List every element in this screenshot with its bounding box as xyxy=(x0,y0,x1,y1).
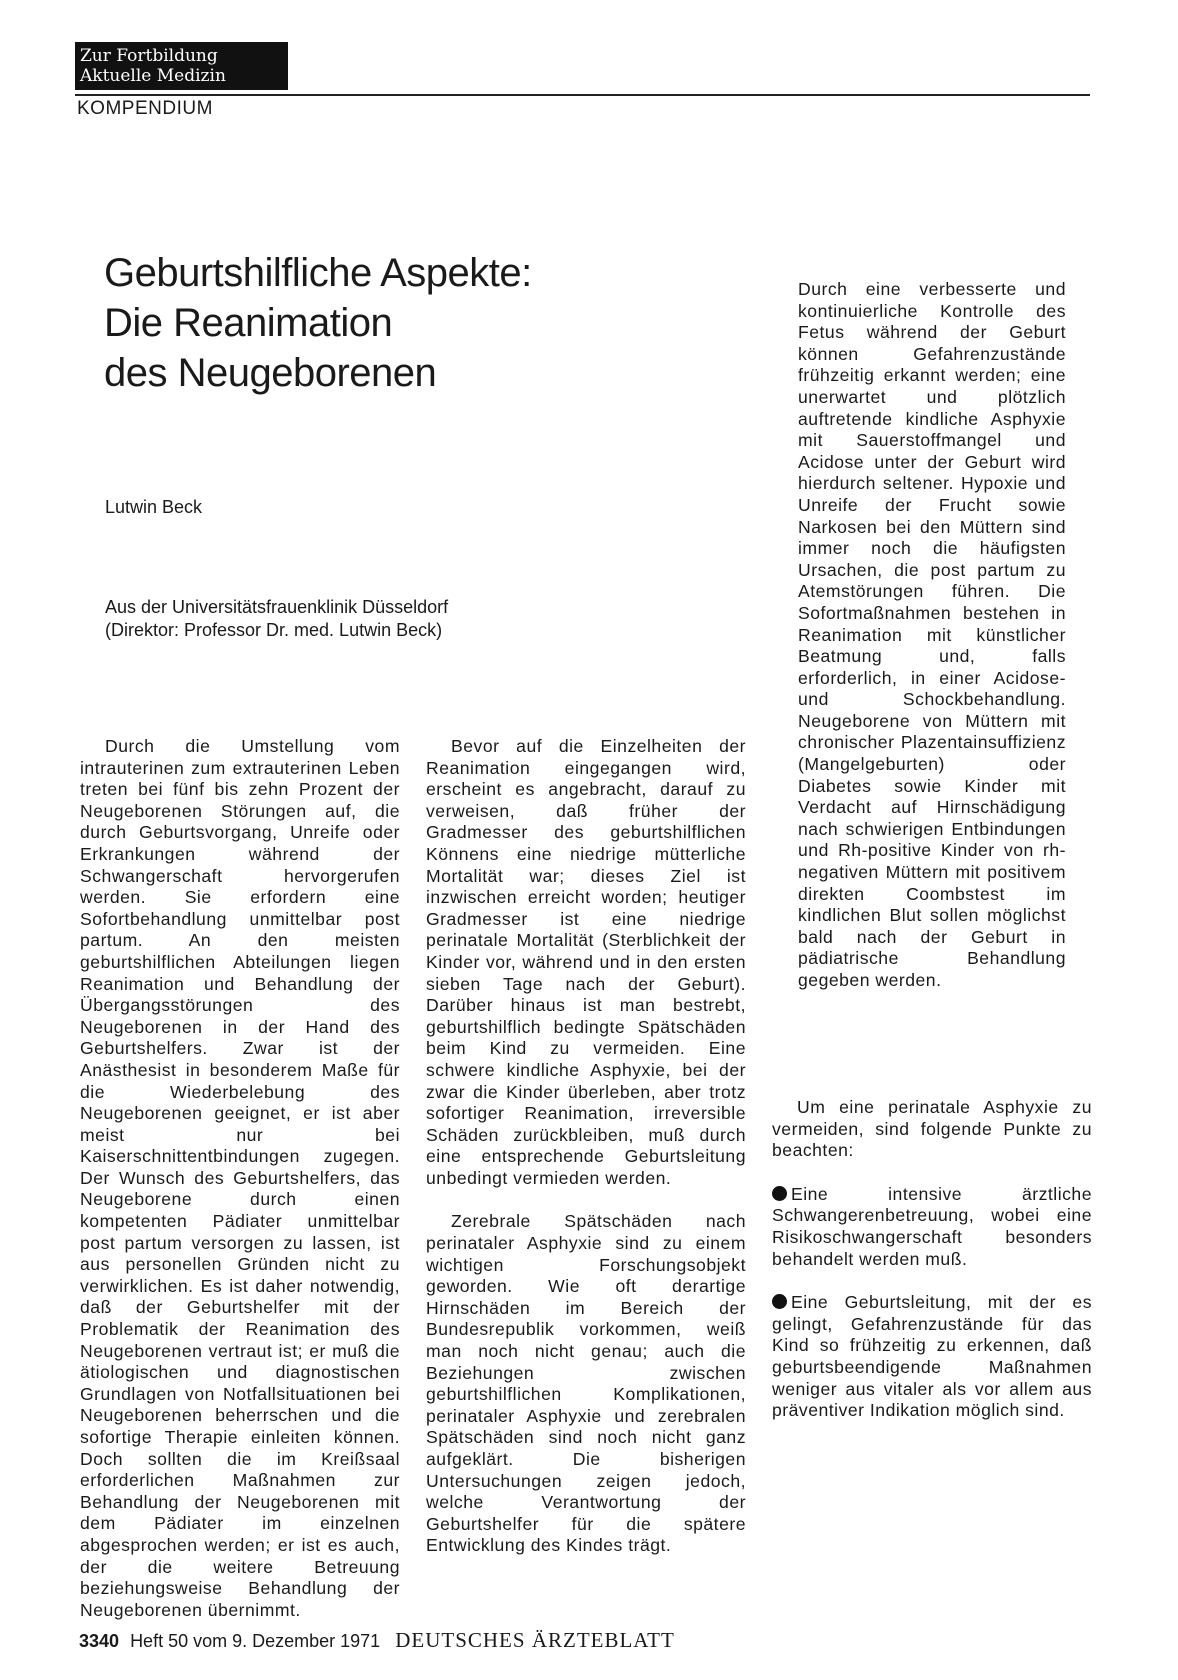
title-line-2: Die Reanimation xyxy=(104,301,393,345)
intro-summary xyxy=(798,279,1066,992)
title-line-3: des Neugeborenen xyxy=(104,351,437,395)
title-line-1: Geburtshilfliche Aspekte: xyxy=(104,251,532,295)
body-column-2 xyxy=(426,736,746,1557)
bullet-dot-icon xyxy=(772,1186,787,1201)
body-column-1 xyxy=(80,736,400,1621)
bullet-item-1 xyxy=(772,1184,1092,1270)
body-paragraph-3: Zerebrale Spätschäden nach perinataler Asphyxie sind zu einem wichtigen Forschungsobjekt geworden. Wie oft derartige Hirnschäden im Bereich der Bundesrepublik vorkommen, weiß man noch nicht genau; auch die Beziehungen zwischen geburtshilflichen Komplikationen, perinataler Asphyxie und zerebralen Spätschäden sind noch nicht ganz aufgeklärt. Die bisherigen Untersuchungen zeigen jedoch, welche Verantwortung der Geburtshelfer für die spätere Entwicklung des Kindes trägt. xyxy=(426,1211,746,1556)
intro-paragraph: Durch eine verbesserte und kontinuierliche Kontrolle des Fetus während der Geburt können Gefahrenzustände frühzeitig erkannt werden; eine unerwartet und plötzlich auftretende kindliche Asphyxie mit Sauerstoffmangel und Acidose unter der Geburt wird hierdurch seltener. Hypoxie und Unreife der Frucht sowie Narkosen bei den Müttern sind immer noch die häufigsten Ursachen, die post partum zu Atemstörungen führen. Die Sofortmaßnahmen bestehen in Reanimation mit künstlicher Beatmung und, falls erforderlich, in einer Acidose- und Schockbehandlung. Neugeborene von Müttern mit chronischer Plazentainsuffizienz (Mangelgeburten) oder Diabetes sowie Kinder mit Verdacht auf Hirnschädigung nach schwierigen Entbindungen und Rh-positive Kinder von rh-negativen Müttern mit positivem direkten Coombstest im kindlichen Blut sollen möglichst bald nach der Geburt in pädiatrische Behandlung gegeben werden. xyxy=(798,279,1066,990)
body-paragraph-1: Durch die Umstellung vom intrauterinen zum extrauterinen Leben treten bei fünf bis zehn Prozent der Neugeborenen Störungen auf, die durch Geburtsvorgang, Unreife oder Erkrankungen während der Schwangerschaft hervorgerufen werden. Sie erfordern eine Sofortbehandlung unmittelbar post partum. An den meisten geburtshilflichen Abteilungen liegen Reanimation und Behandlung der Übergangsstörungen des Neugeborenen in der Hand des Geburtshelfers. Zwar ist der Anästhesist in besonderem Maße für die Wiederbelebung des Neugeborenen geeignet, er ist aber meist nur bei Kaiserschnittentbindungen zugegen. Der Wunsch des Geburtshelfers, das Neugeborene durch einen kompetenten Pädiater unmittelbar post partum versorgen zu lassen, ist aus personellen Gründen nicht zu verwirklichen. Es ist daher notwendig, daß der Geburtshelfer mit der Problematik der Reanimation des Neugeborenen vertraut ist; er muß die ätiologischen und diagnostischen Grundlagen von Notfallsituationen bei Neugeborenen beherrschen und die sofortige Therapie einleiten können. Doch sollten die im Kreißsaal erforderlichen Maßnahmen zur Behandlung der Neugeborenen mit dem Pädiater im einzelnen abgesprochen werden; er ist es auch, der die weitere Betreuung beziehungsweise Behandlung der Neugeborenen übernimmt. xyxy=(80,736,400,1620)
bullet-text-1: Eine intensive ärztliche Schwangerenbetreuung, wobei eine Risikoschwangerschaft besonders behandelt werden muß. xyxy=(772,1183,1092,1269)
section-label: KOMPENDIUM xyxy=(77,98,213,119)
body-paragraph-2: Bevor auf die Einzelheiten der Reanimation eingegangen wird, erscheint es angebracht, darauf zu verweisen, daß früher der Gradmesser des geburtshilflichen Könnens eine niedrige mütterliche Mortalität war; dieses Ziel ist inzwischen erreicht worden; heutiger Gradmesser ist eine niedrige perinatale Mortalität (Sterblichkeit der Kinder vor, während und in den ersten sieben Tage nach der Geburt). Darüber hinaus ist man bestrebt, geburtshilflich bedingte Spätschäden beim Kind zu vermeiden. Eine schwere kindliche Asphyxie, bei der zwar die Kinder überleben, aber trotz sofortiger Reanimation, irreversible Schäden zurückbleiben, muß durch eine entsprechende Geburtsleitung unbedingt vermieden werden. xyxy=(426,736,746,1188)
badge-line-2: Aktuelle Medizin xyxy=(80,66,226,86)
body-paragraph-4: Um eine perinatale Asphyxie zu vermeiden, sind folgende Punkte zu beachten: xyxy=(772,1097,1092,1161)
bullet-dot-icon xyxy=(772,1294,787,1309)
affiliation-line-2: (Direktor: Professor Dr. med. Lutwin Beck) xyxy=(105,620,443,640)
author-name: Lutwin Beck xyxy=(105,497,203,517)
body-column-3 xyxy=(772,1097,1092,1422)
bullet-item-2 xyxy=(772,1292,1092,1422)
affiliation-line-1: Aus der Universitätsfrauenklinik Düsseldorf xyxy=(105,597,449,617)
section-badge xyxy=(75,42,288,90)
article-title xyxy=(104,248,532,398)
journal-name: DEUTSCHES ÄRZTEBLATT xyxy=(395,1628,675,1652)
affiliation xyxy=(105,596,448,642)
badge-line-1: Zur Fortbildung xyxy=(80,46,218,66)
page-number: 3340 xyxy=(79,1631,120,1651)
issue-info: Heft 50 vom 9. Dezember 1971 xyxy=(130,1631,381,1651)
page-footer xyxy=(79,1628,675,1653)
bullet-text-2: Eine Geburtsleitung, mit der es gelingt, Gefahrenzustände für das Kind so frühzeitig zu erkennen, daß geburtsbeendigende Maßnahmen weniger aus vitaler als vor allem aus präventiver Indikation möglich sind. xyxy=(772,1292,1092,1421)
header-rule xyxy=(75,94,1090,96)
